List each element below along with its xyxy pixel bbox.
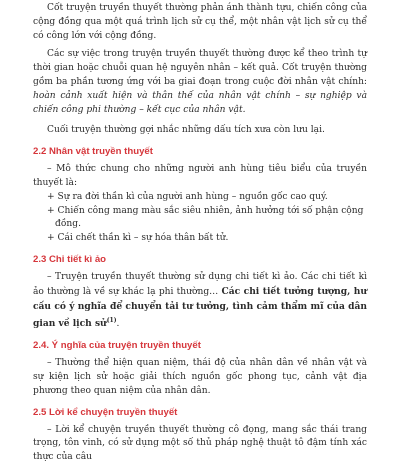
list-item: + Chiến công mang màu sắc siêu nhiên, ảnh hưởng tới số phận cộng đồng. xyxy=(47,205,364,230)
heading-fantasy-details: 2.3 Chi tiết kì ảo xyxy=(33,253,107,265)
paragraph-plot-structure xyxy=(33,48,367,117)
paragraph-ending-traces: Cuối truyện thường gợi nhắc những dấu tích xưa còn lưu lại. xyxy=(47,125,325,136)
fantasy-details-bold: Các chi tiết tưởng tượng, hư cấu có ý nghĩa để chuyển tải tư tưởng, tình cảm thẩm mĩ của dân gian về lịch sử xyxy=(33,285,368,330)
characters-intro: – Mô thức chung cho những người anh hùng tiêu biểu của truyền thuyết là: xyxy=(33,164,367,188)
heading-meaning: 2.4. Ý nghĩa của truyện truyền thuyết xyxy=(33,340,201,352)
footnote-marker: (1) xyxy=(106,317,117,325)
list-item: + Sự ra đời thần kì của người anh hùng – nguồn gốc cao quý. xyxy=(47,191,328,202)
plot-structure-italic: hoàn cảnh xuất hiện và thân thế của nhân vật chính – sự nghiệp và chiến công phi thường – kết cục của nhân vật. xyxy=(33,90,367,115)
heading-characters: 2.2 Nhân vật truyền thuyết xyxy=(33,146,153,158)
fantasy-details-end: . xyxy=(116,319,120,330)
paragraph-meaning: – Thường thể hiện quan niệm, thái độ của nhân dân về nhân vật và sự kiện lịch sử hoặc giải thích nguồn gốc phong tục, cảnh vật địa phương theo quan niệm của nhân dân. xyxy=(33,358,367,396)
list-item: + Cái chết thần kì – sự hóa thân bất tử. xyxy=(47,233,229,244)
fantasy-details-text: – Truyện truyền thuyết thường sử dụng chi tiết kì ảo. Các chi tiết kì ảo thường là về sự khác lạ phi thường… xyxy=(33,271,367,297)
heading-narration: 2.5 Lời kể chuyện truyền thuyết xyxy=(33,406,178,418)
paragraph-plot-achievements: Cốt truyện truyền thuyết thường phản ánh thành tựu, chiến công của cộng đồng qua một quá trình lịch sử cụ thể, một nhân vật lịch sử cụ thể có công lớn với cộng đồng. xyxy=(33,3,367,41)
paragraph-narration: – Lời kể chuyện truyền thuyết thường cô đọng, mang sắc thái trang trọng, tôn vinh, có sử dụng một số thủ pháp nghệ thuật tô đậm tính xác thực của câu xyxy=(33,424,367,463)
paragraph-fantasy-details xyxy=(33,271,367,332)
plot-structure-text: Các sự việc trong truyện truyền thuyết thường được kể theo trình tự thời gian hoặc chuỗi quan hệ nguyên nhân – kết quả. Cốt truyện thường gồm ba phần tương ứng với ba giai đoạn trong cuộc đời nhân vật chính: xyxy=(33,49,367,87)
